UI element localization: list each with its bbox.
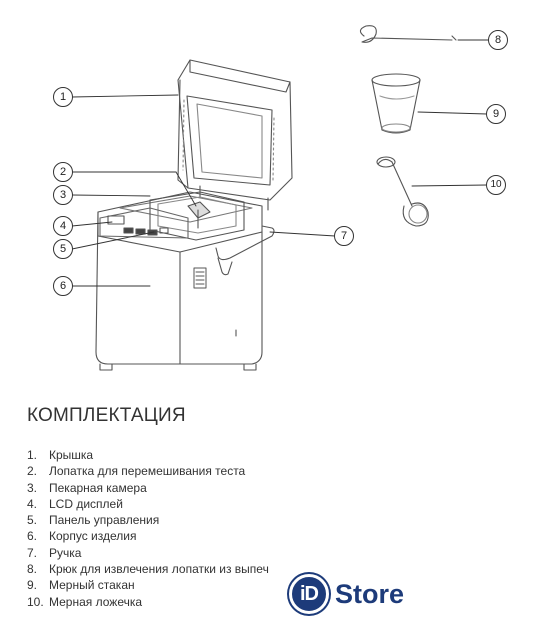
cup-drawing [372, 74, 420, 133]
callout-1: 1 [53, 87, 73, 107]
callout-10: 10 [486, 175, 506, 195]
list-item [27, 512, 277, 528]
item-label: Панель управления [49, 513, 160, 528]
list-item [27, 463, 277, 479]
list-item [27, 528, 277, 544]
list-item [27, 594, 277, 610]
item-label: Лопатка для перемешивания теста [49, 464, 246, 479]
list-item [27, 480, 277, 496]
item-label: Мерная ложечка [49, 594, 143, 609]
body-drawing [96, 192, 274, 370]
item-label: Пекарная камера [49, 480, 147, 495]
item-label: LCD дисплей [49, 496, 123, 511]
parts-list [27, 447, 277, 610]
logo-mark [289, 574, 329, 614]
item-label: Крышка [49, 448, 94, 462]
item-label: Ручка [49, 545, 82, 560]
spoon-drawing [377, 157, 428, 226]
lid-drawing [178, 60, 292, 200]
callout-3: 3 [53, 185, 73, 205]
item-number: 2. [27, 464, 38, 479]
item-number: 5. [27, 513, 38, 528]
callout-5: 5 [53, 239, 73, 259]
item-number: 9. [27, 578, 38, 593]
callout-8: 8 [488, 30, 508, 50]
logo-wordmark: Store [335, 578, 405, 609]
item-number: 10. [27, 594, 44, 609]
list-item [27, 561, 277, 577]
hook-drawing [360, 26, 456, 43]
item-label: Корпус изделия [49, 529, 137, 544]
callout-2: 2 [53, 162, 73, 182]
item-number: 7. [27, 545, 38, 560]
idstore-logo [289, 574, 404, 614]
logo-mark-text: iD [300, 582, 318, 605]
item-label: Крюк для извлечения лопатки из выпеч [49, 562, 269, 577]
list-item [27, 496, 277, 512]
callout-9: 9 [486, 104, 506, 124]
list-item [27, 447, 277, 463]
item-number: 8. [27, 562, 38, 577]
leader-lines [72, 40, 489, 286]
item-label: Мерный стакан [49, 578, 135, 593]
callout-4: 4 [53, 216, 73, 236]
item-number: 3. [27, 480, 38, 495]
item-number: 6. [27, 529, 38, 544]
list-item [27, 545, 277, 561]
list-item [27, 577, 277, 593]
callout-6: 6 [53, 276, 73, 296]
section-title: КОМПЛЕКТАЦИЯ [27, 405, 186, 426]
item-number: 1. [27, 448, 38, 462]
callout-7: 7 [334, 226, 354, 246]
item-number: 4. [27, 496, 38, 511]
